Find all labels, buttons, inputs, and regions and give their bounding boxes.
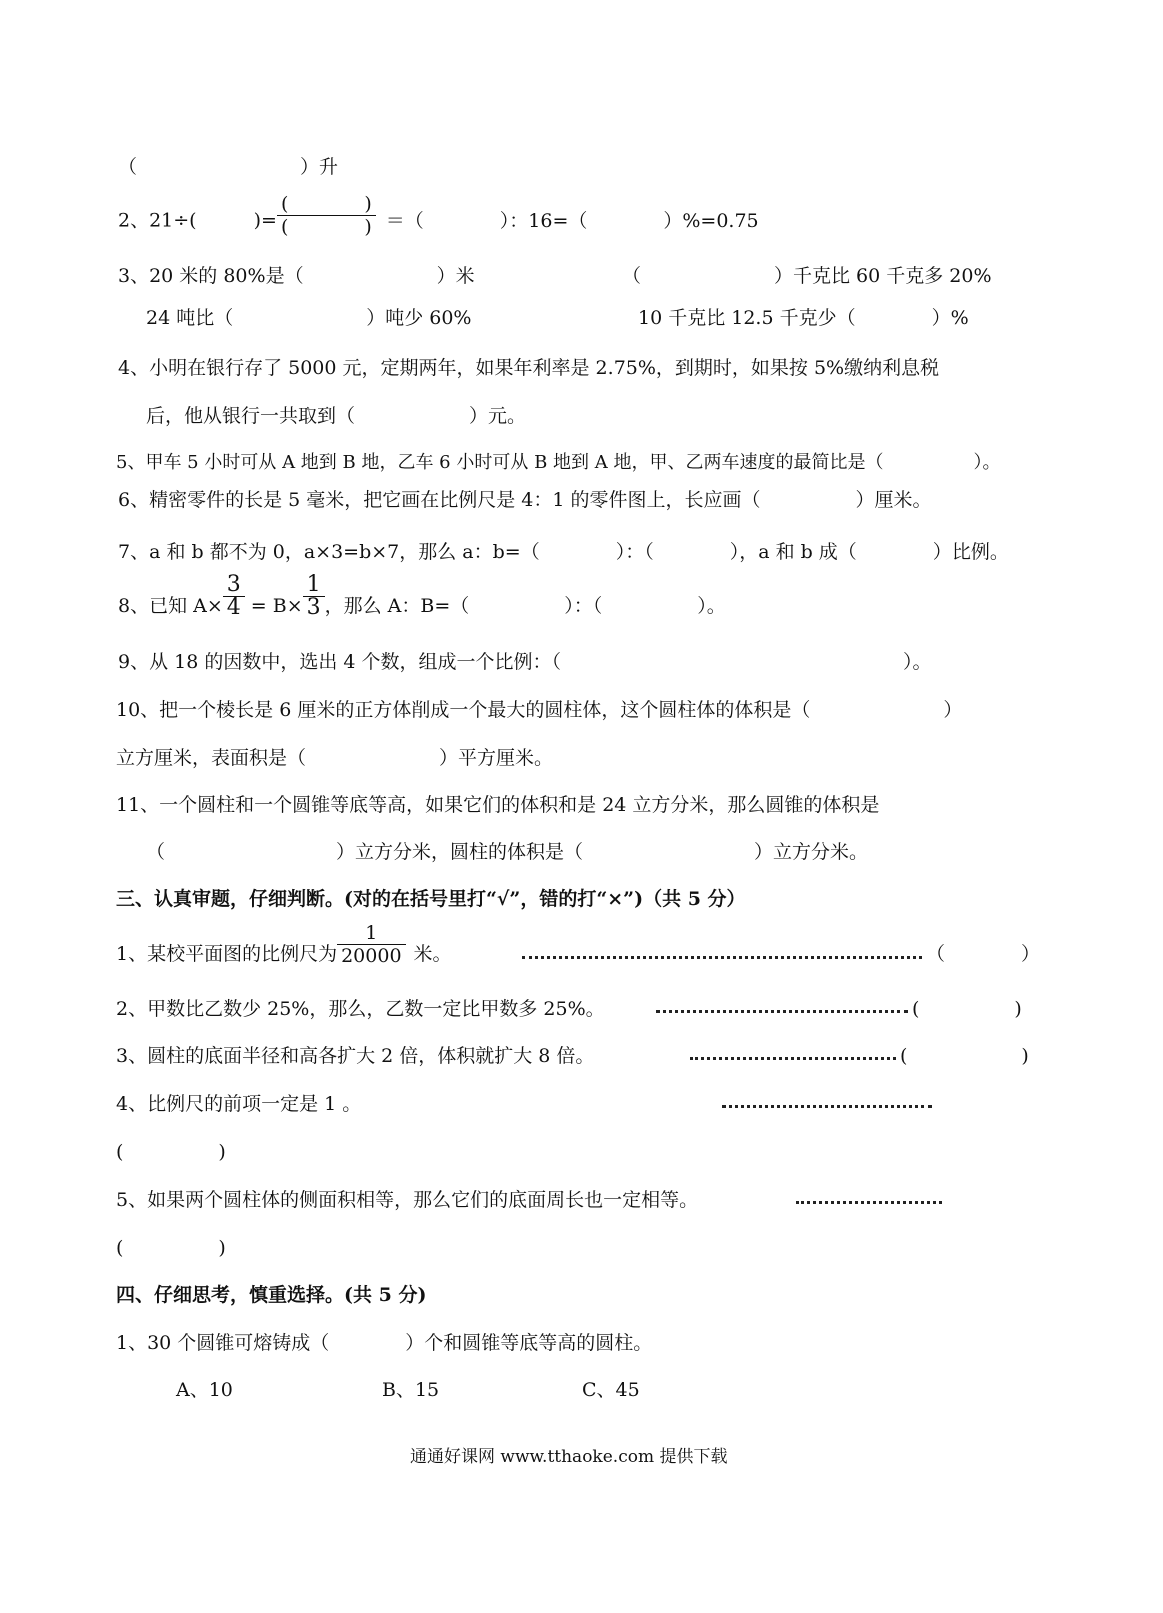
question-8-fraction-2-denominator: 3 [306,594,321,620]
question-2-fraction-numerator: ( ) [277,193,376,216]
question-8-fraction-1-numerator: 3 [223,574,245,597]
judge-2: 2、甲数比乙数少 25%，那么，乙数一定比甲数多 25%。 [116,998,605,1020]
question-2-part-a: 2、21÷( )= [118,209,277,232]
question-10-a: 10、把一个棱长是 6 厘米的正方体削成一个最大的圆柱体，这个圆柱体的体积是（ ） [116,699,963,721]
question-8-fraction-2 [303,571,325,620]
choice-1: 1、30 个圆锥可熔铸成（ ）个和圆锥等底等高的圆柱。 [116,1332,653,1354]
unit-sheng-open: （ [118,156,138,178]
question-8-part-a: 8、已知 A× [118,595,223,617]
question-8-fraction-1 [223,571,245,620]
question-2-fraction [277,193,376,238]
judge-3-answer-paren: ( ) [900,1045,1029,1067]
choice-1-option-b: B、15 [382,1379,440,1401]
question-8 [118,571,726,620]
question-10-b: 立方厘米，表面积是（ ）平方厘米。 [116,747,554,769]
judge-4: 4、比例尺的前项一定是 1 。 [116,1093,362,1115]
judge-1-answer-paren: （ ） [926,943,1041,965]
judge-1-part-b: 米。 [413,943,452,965]
question-9: 9、从 18 的因数中，选出 4 个数，组成一个比例：（ ）。 [118,651,932,673]
question-4-b: 后，他从银行一共取到（ ）元。 [146,405,527,427]
judge-1-fraction [337,922,405,967]
judge-4-leader-dots [722,1105,932,1108]
judge-1-part-a: 1、某校平面图的比例尺为 [116,943,338,965]
question-2 [118,193,759,238]
question-6: 6、精密零件的长是 5 毫米，把它画在比例尺是 4：1 的零件图上，长应画（ ）厘米。 [118,489,932,511]
question-8-fraction-2-numerator: 1 [303,574,325,597]
question-3-b: （ ）千克比 60 千克多 20% [622,265,992,287]
judge-2-answer-paren: ( ) [912,998,1022,1020]
question-3-d: 10 千克比 12.5 千克少（ ）% [638,307,969,329]
question-8-fraction-1-denominator: 4 [226,594,241,620]
judge-1-fraction-denominator: 20000 [341,944,402,967]
judge-2-leader-dots [656,1010,908,1013]
judge-1-fraction-numerator: 1 [337,922,405,945]
unit-sheng-close: ）升 [300,156,339,178]
question-2-part-b: ＝（ ）：16=（ ）%=0.75 [385,209,759,232]
page-footer: 通通好课网 www.tthaoke.com 提供下载 [410,1447,728,1467]
question-2-fraction-denominator: ( ) [280,216,372,238]
question-3-c: 24 吨比（ ）吨少 60% [146,307,472,329]
judge-4-answer-paren: ( ) [116,1141,226,1163]
judge-1 [116,921,452,967]
question-11-a: 11、一个圆柱和一个圆锥等底等高，如果它们的体积和是 24 立方分米，那么圆锥的体积是 [116,794,880,816]
question-3-a: 3、20 米的 80%是（ ）米 [118,265,475,287]
question-11-b: （ ）立方分米，圆柱的体积是（ ）立方分米。 [146,841,869,863]
question-4-a: 4、小明在银行存了 5000 元，定期两年，如果年利率是 2.75%，到期时，如果按 5%缴纳利息税 [118,357,940,379]
judge-3-leader-dots [690,1057,896,1060]
question-8-part-b: = B× [250,595,303,617]
judge-5: 5、如果两个圆柱体的侧面积相等，那么它们的底面周长也一定相等。 [116,1189,699,1211]
judge-3: 3、圆柱的底面半径和高各扩大 2 倍，体积就扩大 8 倍。 [116,1045,595,1067]
section-4-title: 四、仔细思考，慎重选择。(共 5 分) [116,1284,427,1306]
question-5: 5、甲车 5 小时可从 A 地到 B 地，乙车 6 小时可从 B 地到 A 地，甲、乙两车速度的最简比是（ ）。 [116,452,1001,473]
section-3-title: 三、认真审题，仔细判断。(对的在括号里打“√”，错的打“×”)（共 5 分） [116,888,746,910]
judge-5-leader-dots [796,1201,942,1204]
judge-1-leader-dots [522,956,922,959]
question-8-part-c: ，那么 A：B=（ ）：（ ）。 [324,595,726,617]
choice-1-option-a: A、10 [176,1379,233,1401]
choice-1-option-c: C、45 [582,1379,640,1401]
judge-5-answer-paren: ( ) [116,1237,226,1259]
question-7: 7、a 和 b 都不为 0，a×3=b×7，那么 a：b=（ ）：（ ），a 和 b 成（ ）比例。 [118,541,1009,563]
